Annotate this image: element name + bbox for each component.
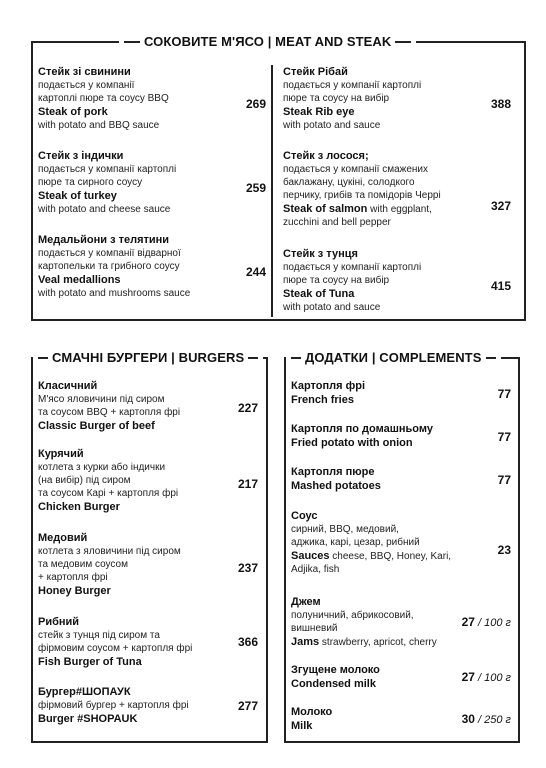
- price: 415: [490, 279, 511, 293]
- complement-condensed-milk: Згущене молоко Condensed milk 27 / 100 г: [291, 664, 511, 690]
- menu-item-pork-steak: Стейк зі свинини подається у компанії картоплі пюре та соусу BBQ Steak of pork with potato and BBQ sauce 269: [38, 66, 266, 131]
- price: 217: [237, 477, 258, 491]
- menu-item-ribeye-steak: Стейк Рібай подається у компанії картоплі пюре та соусу на вибір Steak Rib eye with potato and sauce 388: [283, 66, 511, 131]
- burger-classic: Класичний М'ясо яловичини під сиром та соусом BBQ + картопля фрі Classic Burger of beef 227: [38, 380, 258, 432]
- menu-item-veal-medallions: Медальйони з телятини подається у компанії відварної картопельки та грибного соусу Veal medallions with potato and mushrooms sauce 244: [38, 234, 266, 299]
- price: 77: [497, 473, 511, 487]
- burger-fish: Рибний стейк з тунця під сиром та фірмовим соусом + картопля фрі Fish Burger of Tuna 366: [38, 616, 258, 668]
- price: 27 / 100 г: [461, 615, 511, 629]
- complement-sauces: Соус сирний, BBQ, медовий, аджика, карі, цезар, рибний Sauces cheese, BBQ, Honey, Kari, Adjika, fish 23: [291, 510, 511, 575]
- price: 77: [497, 430, 511, 444]
- menu-item-turkey-steak: Стейк з індички подається у компанії картоплі пюре та сирного соусу Steak of turkey with potato and cheese sauce 259: [38, 150, 266, 215]
- meat-section: [31, 34, 526, 321]
- price: 244: [245, 265, 266, 279]
- complement-mashed-potatoes: Картопля пюре Mashed potatoes 77: [291, 466, 511, 492]
- price: 259: [245, 181, 266, 195]
- meat-section-title: СОКОВИТЕ М'ЯСО | MEAT AND STEAK: [119, 33, 416, 51]
- burgers-section: [31, 350, 268, 743]
- complements-section: [284, 350, 520, 743]
- price: 277: [237, 699, 258, 713]
- complement-fried-potato: Картопля по домашньому Fried potato with onion 77: [291, 423, 511, 449]
- complements-section-title: ДОДАТКИ | COMPLEMENTS: [286, 349, 501, 367]
- price: 227: [237, 401, 258, 415]
- price: 269: [245, 97, 266, 111]
- menu-item-salmon-steak: Стейк з лосося; подається у компанії смажених баклажану, цукіні, солодкого перчику, грибів та помідорів Черрі Steak of salmon with eggplant, zucchini and bell pepper 327: [283, 150, 511, 228]
- complement-french-fries: Картопля фрі French fries 77: [291, 380, 511, 406]
- price: 237: [237, 561, 258, 575]
- price: 27 / 100 г: [461, 670, 511, 684]
- price: 327: [490, 199, 511, 213]
- meat-column-divider: [271, 65, 273, 317]
- burgers-section-title: СМАЧНІ БУРГЕРИ | BURGERS: [33, 349, 263, 367]
- price: 30 / 250 г: [461, 712, 511, 726]
- price: 388: [490, 97, 511, 111]
- price: 366: [237, 635, 258, 649]
- complement-jams: Джем полуничний, абрикосовий, вишневий Jams strawberry, apricot, cherry 27 / 100 г: [291, 596, 511, 648]
- burger-chicken: Курячий котлета з курки або індички (на вибір) під сиром та соусом Карі + картопля фрі Chicken Burger 217: [38, 448, 258, 513]
- price: 77: [497, 387, 511, 401]
- burger-honey: Медовий котлета з яловичини під сиром та медовим соусом + картопля фрі Honey Burger 237: [38, 532, 258, 597]
- menu-item-tuna-steak: Стейк з тунця подається у компанії картоплі пюре та соусу на вибір Steak of Tuna with potato and sauce 415: [283, 248, 511, 313]
- price: 23: [497, 543, 511, 557]
- burger-shopauk: Бургер#ШОПАУК фірмовий бургер + картопля фрі Burger #SHOPAUK 277: [38, 686, 258, 725]
- complement-milk: Молоко Milk 30 / 250 г: [291, 706, 511, 732]
